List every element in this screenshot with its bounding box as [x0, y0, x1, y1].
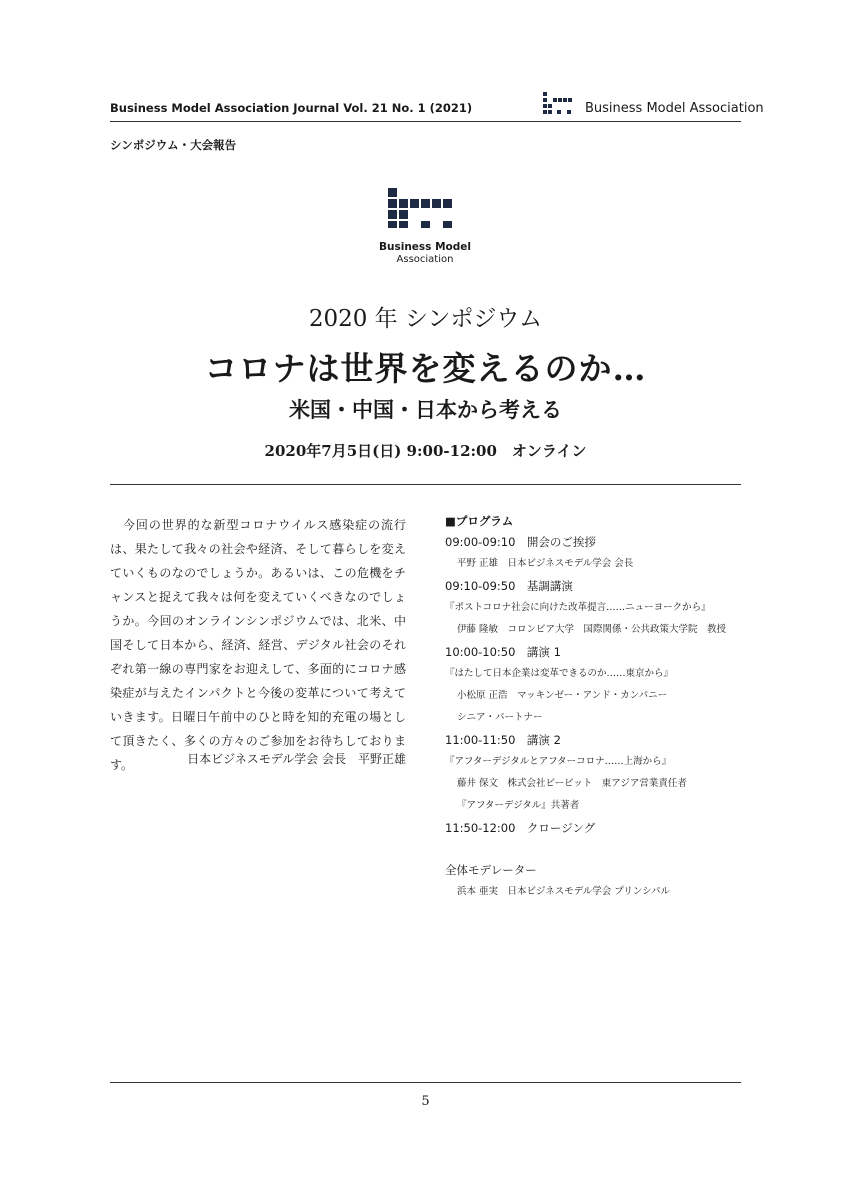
event-datetime: 2020年7月5日(日) 9:00-12:00 オンライン [264, 442, 587, 460]
session-time: 10:00-10:50 講演 1 [445, 645, 561, 659]
intro-text: 今回の世界的な新型コロナウイルス感染症の流行は、果たして我々の社会や経済、そして暮らしを変えていくものなのでしょうか。あるいは、この危機をチャンスと捉えて我々は何を変えていくべきなのでしょうか。今回のオンラインシンポジウムでは、北米、中国そして日本から、経済、経営、デジタル社会のそれぞれ第一線の専門家をお迎えして、多面的にコロナ感染症が与えたインパクトと今後の変革について考えていきます。日曜日午前中のひと時を知的充電の場として頂きたく、多くの方々のご参加をお待ちしております。 [110, 518, 406, 772]
session-time: 09:10-09:50 基調講演 [445, 579, 573, 593]
session-speaker-title: シニア・パートナー [457, 712, 543, 723]
section-label: シンポジウム・大会報告 [110, 138, 237, 152]
association-logo-large-icon [386, 188, 466, 228]
moderator-heading: 全体モデレーター [445, 863, 537, 877]
footer-divider [110, 1082, 741, 1083]
program-section [445, 513, 745, 903]
page-number: 5 [421, 1094, 430, 1109]
session-time: 09:00-09:10 開会のご挨拶 [445, 535, 596, 549]
logo-name: Business Model [379, 241, 471, 253]
session-talk-title: 『アフターデジタルとアフターコロナ……上海から』 [445, 756, 672, 767]
session-talk-title: 『はたして日本企業は変革できるのか……東京から』 [445, 668, 674, 679]
header-divider [110, 121, 741, 122]
symposium-year: 2020 年 シンポジウム [308, 306, 543, 332]
session-time: 11:50-12:00 クロージング [445, 821, 596, 835]
intro-paragraph [110, 513, 406, 777]
session-speaker: 伊藤 隆敏 コロンビア大学 国際関係・公共政策大学院 教授 [457, 624, 727, 635]
page-subtitle: 米国・中国・日本から考える [289, 397, 562, 422]
session-speaker: 小松原 正浩 マッキンゼー・アンド・カンパニー [457, 690, 668, 701]
session-speaker: 藤井 保文 株式会社ビービット 東アジア営業責任者 [457, 778, 687, 789]
session-speaker-note: 『アフターデジタル』共著者 [457, 800, 580, 811]
session-speaker: 平野 正雄 日本ビジネスモデル学会 会長 [457, 558, 634, 569]
program-heading: ■プログラム [445, 514, 514, 528]
journal-citation: Business Model Association Journal Vol. 21 No. 1 (2021) [110, 101, 473, 115]
session-talk-title: 『ポストコロナ社会に向けた改革提言……ニューヨークから』 [445, 602, 711, 613]
intro-signature: 日本ビジネスモデル学会 会長 平野正雄 [187, 752, 406, 766]
session-time: 11:00-11:50 講演 2 [445, 733, 561, 747]
page-title: コロナは世界を変えるのか… [204, 349, 647, 388]
header-logo-text: Business Model Association [585, 101, 764, 116]
moderator-name: 浜本 亜実 日本ビジネスモデル学会 プリンシパル [457, 886, 670, 897]
title-divider [110, 484, 741, 485]
logo-association: Association [396, 254, 454, 265]
